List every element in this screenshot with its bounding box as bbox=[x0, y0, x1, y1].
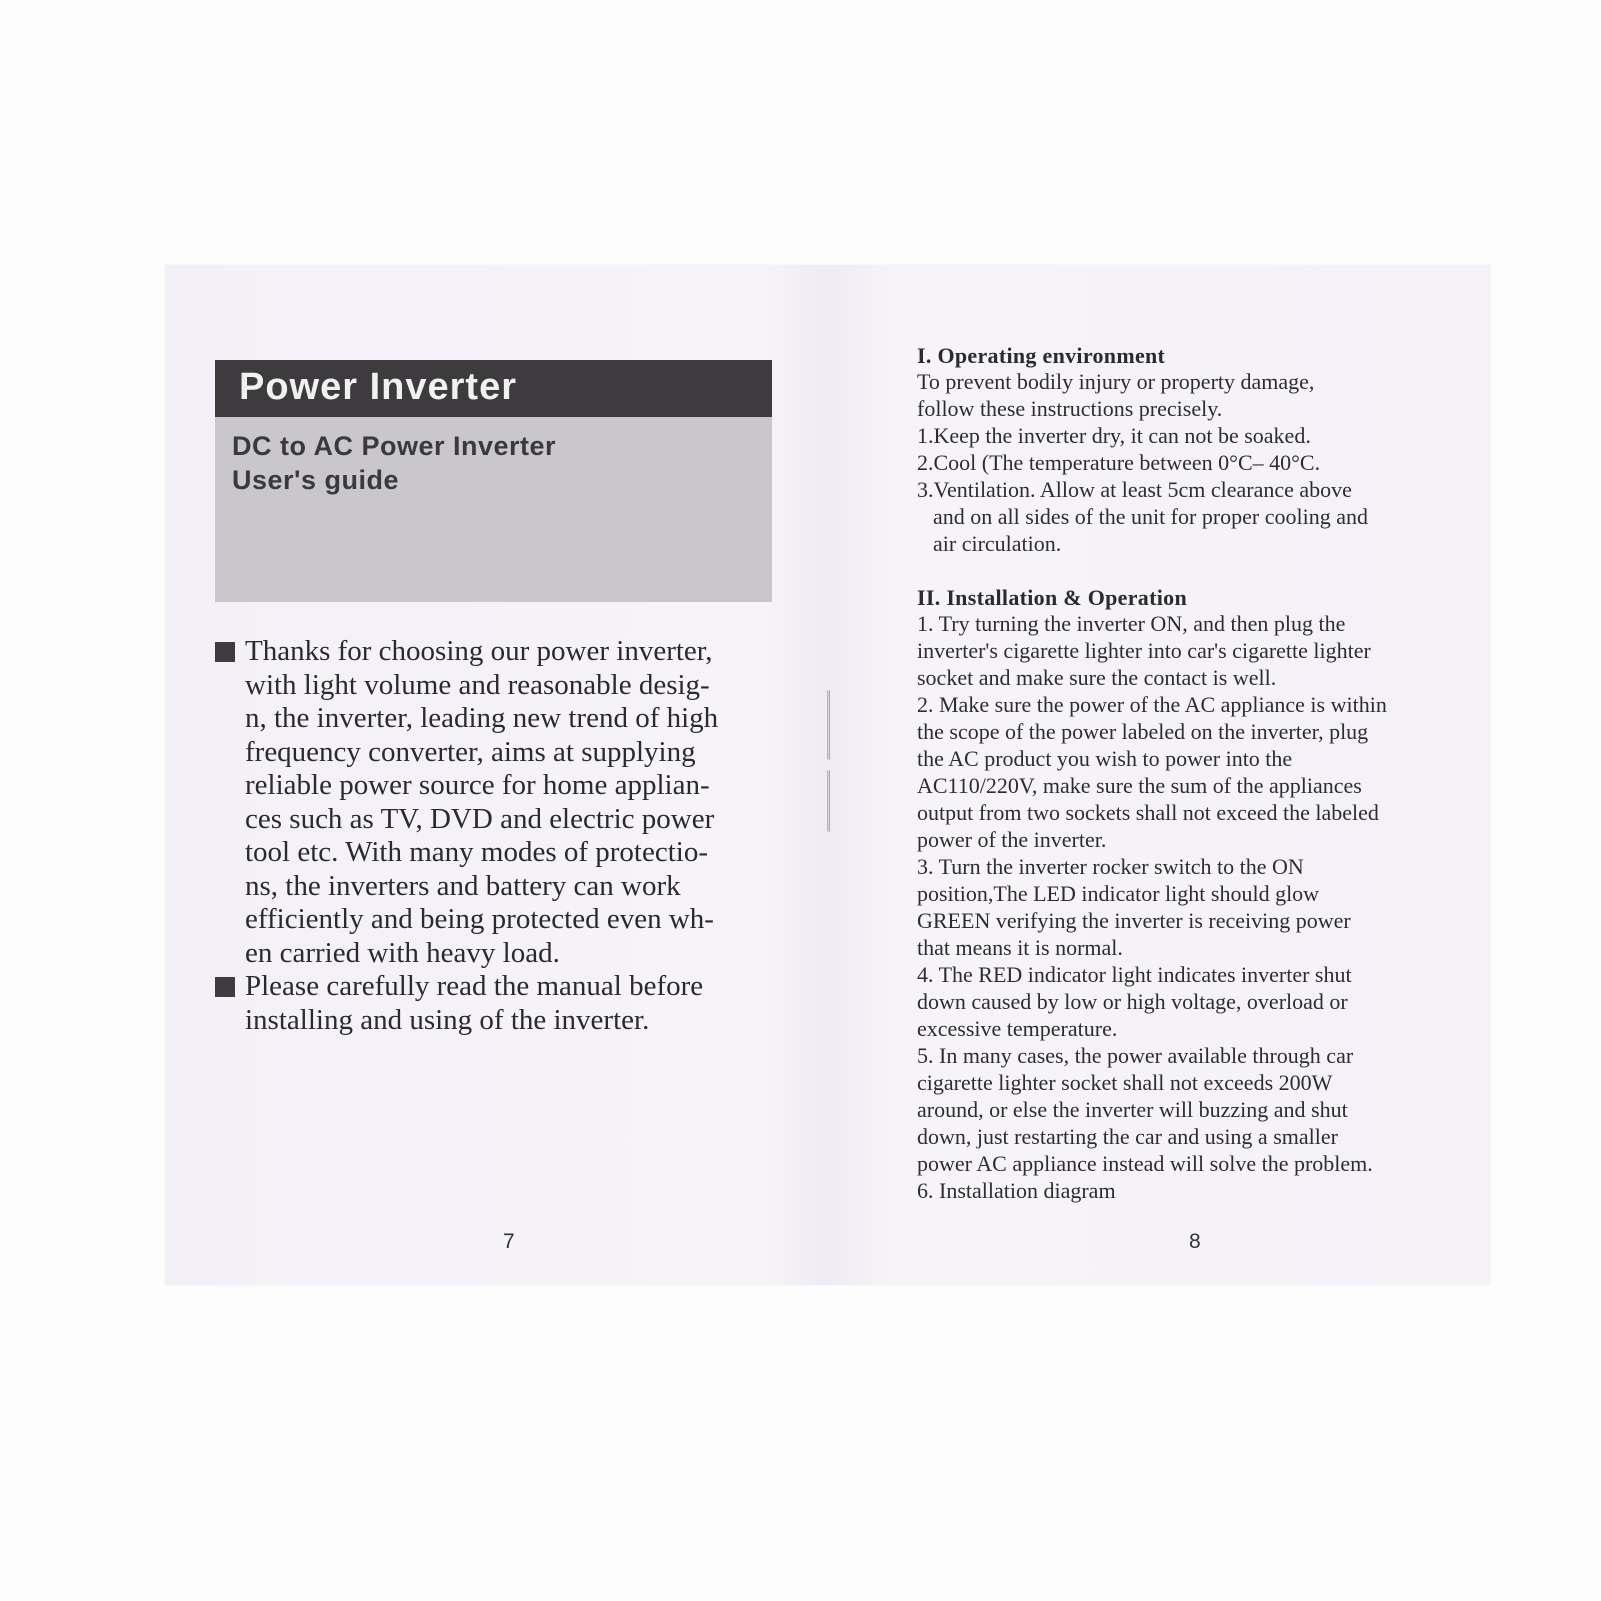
section2-line: the AC product you wish to power into the bbox=[917, 746, 1293, 771]
section1-line: 1.Keep the inverter dry, it can not be soaked. bbox=[917, 423, 1311, 448]
bullet-square-icon bbox=[215, 977, 235, 997]
intro-line: reliable power source for home applian- bbox=[245, 769, 710, 801]
title-bar bbox=[215, 360, 772, 417]
section2-line: position,The LED indicator light should glow bbox=[917, 881, 1320, 906]
section1-line: 2.Cool (The temperature between 0°C– 40°C. bbox=[917, 450, 1321, 475]
section2-line: excessive temperature. bbox=[917, 1016, 1118, 1041]
section2-line: around, or else the inverter will buzzing and shut bbox=[917, 1097, 1348, 1122]
section2-line: power AC appliance instead will solve the problem. bbox=[917, 1151, 1373, 1176]
section1-line: follow these instructions precisely. bbox=[917, 396, 1223, 421]
intro-line: tool etc. With many modes of protectio- bbox=[245, 836, 708, 868]
section2-line: down, just restarting the car and using a smaller bbox=[917, 1124, 1338, 1149]
subtitle-line-1: DC to AC Power Inverter bbox=[232, 431, 557, 461]
subtitle-box bbox=[215, 417, 772, 602]
intro-line: ces such as TV, DVD and electric power bbox=[245, 802, 715, 835]
intro-line: n, the inverter, leading new trend of high bbox=[245, 702, 719, 734]
section2-line: 2. Make sure the power of the AC appliance is within bbox=[917, 692, 1387, 717]
section2-line: output from two sockets shall not exceed the labeled bbox=[917, 800, 1379, 825]
section2-line: AC110/220V, make sure the sum of the appliances bbox=[917, 773, 1362, 798]
left-page bbox=[165, 265, 827, 1285]
page-number: 8 bbox=[1189, 1230, 1201, 1253]
section2-line: the scope of the power labeled on the inverter, plug bbox=[917, 719, 1369, 744]
intro-line: en carried with heavy load. bbox=[245, 936, 560, 969]
section2-line: inverter's cigarette lighter into car's cigarette lighter bbox=[917, 638, 1371, 663]
booklet-spread bbox=[165, 265, 1490, 1285]
section2-line: 4. The RED indicator light indicates inverter shut bbox=[917, 962, 1352, 987]
section1-line: 3.Ventilation. Allow at least 5cm clearance above bbox=[917, 477, 1352, 502]
section2-line: socket and make sure the contact is well. bbox=[917, 665, 1277, 690]
section1-line: air circulation. bbox=[933, 531, 1062, 556]
section1-line: and on all sides of the unit for proper cooling and bbox=[933, 504, 1369, 529]
section2-line: 6. Installation diagram bbox=[917, 1178, 1116, 1203]
manual-title: Power Inverter bbox=[239, 366, 517, 408]
subtitle-line-2: User's guide bbox=[232, 465, 399, 495]
section2-line: cigarette lighter socket shall not exceeds 200W bbox=[917, 1070, 1333, 1095]
section2-line: 5. In many cases, the power available through car bbox=[917, 1043, 1354, 1068]
section1-line: To prevent bodily injury or property damage, bbox=[917, 369, 1315, 394]
section2-line: down caused by low or high voltage, overload or bbox=[917, 989, 1348, 1014]
section2-line: 1. Try turning the inverter ON, and then plug the bbox=[917, 611, 1346, 636]
section2-line: 3. Turn the inverter rocker switch to the ON bbox=[917, 854, 1304, 879]
intro-line: frequency converter, aims at supplying bbox=[245, 735, 696, 768]
intro-line: ns, the inverters and battery can work bbox=[245, 869, 681, 902]
section-heading-operating-environment: I. Operating environment bbox=[917, 343, 1166, 368]
section-heading-installation: II. Installation & Operation bbox=[917, 585, 1187, 610]
read-manual-line: Please carefully read the manual before bbox=[245, 970, 704, 1002]
intro-line: with light volume and reasonable desig- bbox=[245, 668, 710, 701]
bullet-square-icon bbox=[215, 642, 235, 662]
read-manual-line: installing and using of the inverter. bbox=[245, 1003, 650, 1036]
intro-line: efficiently and being protected even wh- bbox=[245, 903, 714, 935]
right-page bbox=[827, 265, 1490, 1285]
section2-line: power of the inverter. bbox=[917, 827, 1107, 852]
intro-line: Thanks for choosing our power inverter, bbox=[245, 635, 713, 667]
section2-line: that means it is normal. bbox=[917, 935, 1123, 960]
section2-line: GREEN verifying the inverter is receiving power bbox=[917, 908, 1351, 933]
page-number: 7 bbox=[503, 1230, 515, 1253]
